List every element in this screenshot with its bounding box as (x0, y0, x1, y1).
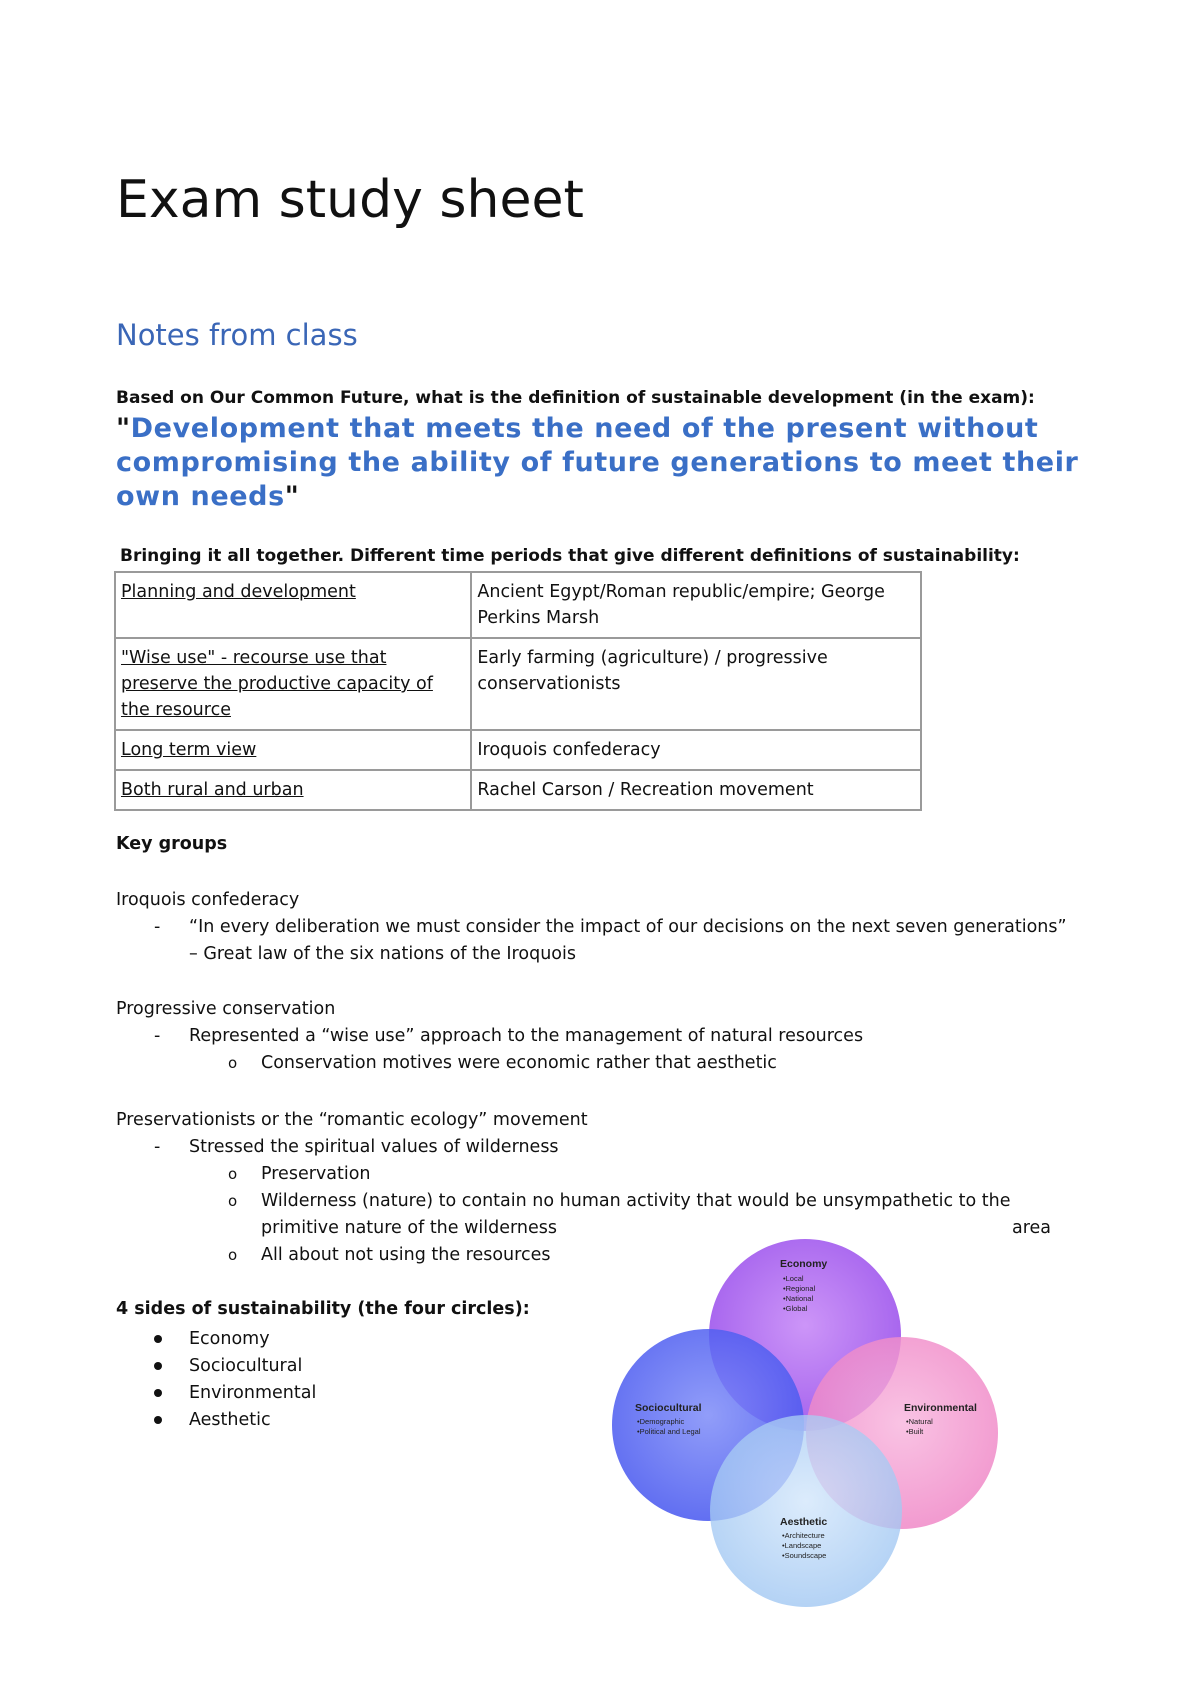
section-heading: Notes from class (116, 318, 358, 352)
definition-question: Based on Our Common Future, what is the definition of sustainable development (in the exam): (116, 388, 1035, 408)
close-quote: " (284, 481, 300, 512)
table-cell-period: Iroquois confederacy (471, 730, 921, 770)
circle-bullet: o (228, 1192, 238, 1210)
table-row (115, 730, 921, 770)
sub-list-item-text: Wilderness (nature) to contain no human activity that would be unsympathetic to the (261, 1191, 1011, 1211)
sub-list-item-text: Preservation (261, 1164, 371, 1184)
dash-bullet: - (154, 1137, 161, 1157)
aesthetic-item: •Architecture (782, 1531, 825, 1540)
list-item-text: Aesthetic (189, 1410, 271, 1430)
sociocultural-item: •Demographic (637, 1417, 685, 1426)
list-item (116, 1134, 1011, 1161)
sub-list-item (116, 1050, 863, 1077)
sustainable-development-definition (116, 412, 1106, 514)
table-cell-concept: Long term view (115, 730, 471, 770)
key-groups-heading: Key groups (116, 834, 228, 854)
list-item-continuation: – Great law of the six nations of the Iroquois (189, 944, 576, 964)
group-name: Preservationists or the “romantic ecology” movement (116, 1110, 588, 1130)
list-item (116, 914, 1067, 941)
iroquois-group (116, 887, 1067, 968)
table-cell-concept: "Wise use" - recourse use that preserve the productive capacity of the resource (115, 638, 471, 730)
aesthetic-item: •Landscape (782, 1541, 822, 1550)
sub-list-item-text: Conservation motives were economic rather that aesthetic (261, 1053, 777, 1073)
bullet-dot (154, 1362, 162, 1370)
circle-bullet: o (228, 1054, 238, 1072)
sub-list-item (116, 1188, 1011, 1215)
table-cell-period: Rachel Carson / Recreation movement (471, 770, 921, 810)
four-sides-list (116, 1326, 316, 1434)
table-cell-period: Early farming (agriculture) / progressive conservationists (471, 638, 921, 730)
table-cell-concept: Both rural and urban (115, 770, 471, 810)
bullet-dot (154, 1389, 162, 1397)
sociocultural-title: Sociocultural (635, 1402, 702, 1414)
aesthetic-circle (710, 1415, 902, 1607)
economy-item: •National (783, 1294, 814, 1303)
sub-list-item-continuation: primitive nature of the wilderness (261, 1218, 557, 1238)
economy-title: Economy (780, 1258, 828, 1270)
group-name: Iroquois confederacy (116, 890, 300, 910)
aesthetic-item: •Soundscape (782, 1551, 827, 1560)
table-cell-concept: Planning and development (115, 572, 471, 638)
bullet-dot (154, 1335, 162, 1343)
economy-item: •Local (783, 1274, 804, 1283)
bullet-dot (154, 1416, 162, 1424)
circle-bullet: o (228, 1165, 238, 1183)
table-row (115, 770, 921, 810)
list-item-text: Represented a “wise use” approach to the management of natural resources (189, 1026, 864, 1046)
group-name: Progressive conservation (116, 999, 336, 1019)
economy-item: •Global (783, 1304, 808, 1313)
list-item (116, 1353, 316, 1380)
page-title: Exam study sheet (116, 170, 584, 230)
open-quote: " (116, 413, 131, 444)
table-row (115, 572, 921, 638)
stray-word: area (1012, 1218, 1052, 1238)
sub-list-item (116, 1161, 1011, 1188)
circle-bullet: o (228, 1246, 238, 1264)
environmental-title: Environmental (904, 1402, 977, 1414)
table-caption: Bringing it all together. Different time periods that give different definitions of sustainability: (120, 546, 1020, 566)
list-item (116, 1380, 316, 1407)
aesthetic-title: Aesthetic (780, 1516, 828, 1528)
list-item-text: Environmental (189, 1383, 317, 1403)
list-item (116, 1326, 316, 1353)
sub-list-item-text: All about not using the resources (261, 1245, 551, 1265)
list-item (116, 1023, 863, 1050)
four-circles-venn-diagram (600, 1235, 1010, 1610)
list-item (116, 1407, 316, 1434)
economy-item: •Regional (783, 1284, 816, 1293)
table-cell-period: Ancient Egypt/Roman republic/empire; George Perkins Marsh (471, 572, 921, 638)
time-periods-table (114, 571, 922, 811)
list-item-text: Stressed the spiritual values of wilderness (189, 1137, 559, 1157)
dash-bullet: - (154, 1026, 161, 1046)
list-item-text: Sociocultural (189, 1356, 303, 1376)
environmental-item: •Natural (906, 1417, 933, 1426)
list-item-text: Economy (189, 1329, 270, 1349)
dash-bullet: - (154, 917, 161, 937)
environmental-item: •Built (906, 1427, 924, 1436)
four-sides-heading: 4 sides of sustainability (the four circles): (116, 1299, 530, 1319)
sociocultural-item: •Political and Legal (637, 1427, 701, 1436)
list-item-text: “In every deliberation we must consider the impact of our decisions on the next seven generations” (189, 917, 1067, 937)
table-row (115, 638, 921, 730)
definition-text: Development that meets the need of the present without compromising the ability of future generations to meet their own needs (116, 413, 1079, 512)
progressive-group (116, 996, 863, 1077)
